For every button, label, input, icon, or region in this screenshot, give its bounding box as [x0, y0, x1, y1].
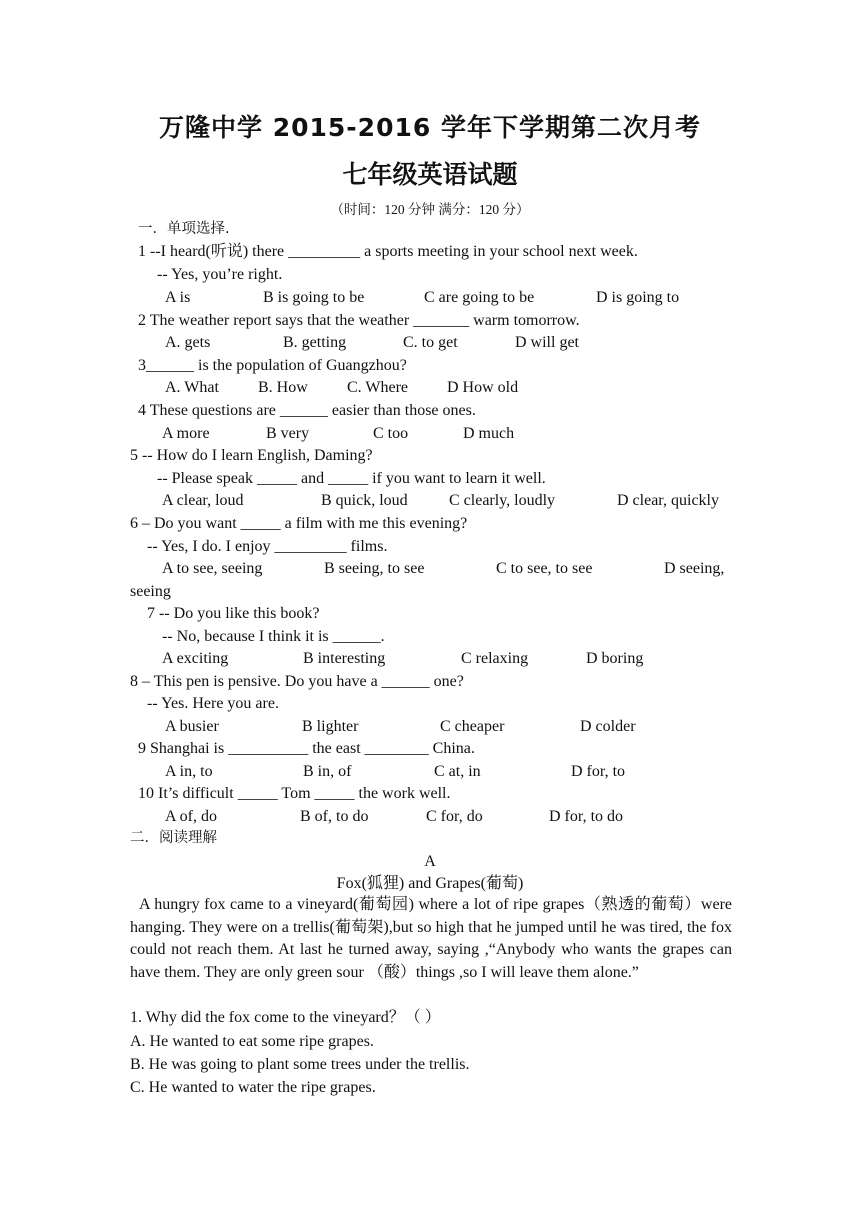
- q4-option-a: A more: [162, 425, 210, 442]
- q5-option-c: C clearly, loudly: [449, 492, 556, 509]
- q9-option-c: C at, in: [434, 763, 481, 780]
- q10-option-a: A of, do: [165, 808, 217, 825]
- q3-stem: 3______ is the population of Guangzhou?: [138, 357, 407, 374]
- q8-option-c: C cheaper: [440, 718, 505, 735]
- q1-option-a: A is: [165, 289, 191, 306]
- q5-reply: -- Please speak _____ and _____ if you want to learn it well.: [157, 470, 546, 487]
- q8-reply: -- Yes. Here you are.: [147, 695, 279, 712]
- q5-option-a: A clear, loud: [162, 492, 244, 509]
- exam-time-info: （时间：120 分钟 满分：120 分）: [330, 202, 530, 217]
- reading-q1-option-b: B. He was going to plant some trees under the trellis.: [130, 1056, 470, 1073]
- q9-option-d: D for, to: [571, 763, 626, 780]
- q4-stem: 4 These questions are ______ easier than those ones.: [138, 402, 476, 419]
- reading-q1-option-c: C. He wanted to water the ripe grapes.: [130, 1079, 376, 1096]
- q7-stem: 7 -- Do you like this book?: [147, 605, 320, 622]
- q6-option-d: D seeing,: [664, 560, 725, 577]
- q7-option-c: C relaxing: [461, 650, 529, 667]
- section2-heading: 二．阅读理解: [130, 830, 217, 846]
- q6-reply: -- Yes, I do. I enjoy _________ films.: [147, 538, 388, 555]
- q1-option-d: D is going to: [596, 289, 680, 306]
- q2-stem: 2 The weather report says that the weather _______ warm tomorrow.: [138, 312, 580, 329]
- q3-option-a: A. What: [165, 379, 219, 396]
- passage-text: A hungry fox came to a vineyard(葡萄园) where a lot of ripe grapes（熟透的葡萄）were hanging. They were on a trellis(葡萄架),but so high that he jumped until he was tired, the fox could not reach them. At last he turned away, saying ,“Anybody who wants the grapes can have them. They are only green sour （酸）things ,so I will leave them alone.”: [130, 896, 732, 982]
- q4-option-c: C too: [373, 425, 409, 442]
- passage-title: Fox(狐狸) and Grapes(葡萄): [336, 875, 524, 892]
- q1-reply: -- Yes, you’re right.: [157, 266, 283, 283]
- q7-option-b: B interesting: [303, 650, 386, 667]
- section1-heading: 一．单项选择.: [138, 221, 230, 237]
- q10-option-d: D for, to do: [549, 808, 624, 825]
- q6-stem: 6 – Do you want _____ a film with me this evening?: [130, 515, 468, 532]
- q10-option-b: B of, to do: [300, 808, 369, 825]
- q3-option-b: B. How: [258, 379, 308, 396]
- reading-q1-stem: 1. Why did the fox come to the vineyard？（ ）: [130, 1009, 441, 1026]
- q5-stem: 5 -- How do I learn English, Daming?: [130, 447, 373, 464]
- q1-option-b: B is going to be: [263, 289, 365, 306]
- q8-option-a: A busier: [165, 718, 219, 735]
- reading-q1-option-a: A. He wanted to eat some ripe grapes.: [130, 1033, 374, 1050]
- q5-option-d: D clear, quickly: [617, 492, 719, 509]
- exam-title: 万隆中学 2015-2016 学年下学期第二次月考: [159, 113, 701, 142]
- q10-stem: 10 It’s difficult _____ Tom _____ the work well.: [138, 785, 451, 802]
- q7-option-a: A exciting: [162, 650, 229, 667]
- q7-reply: -- No, because I think it is ______.: [162, 628, 385, 645]
- q2-option-d: D will get: [515, 334, 579, 351]
- q6-option-b: B seeing, to see: [324, 560, 425, 577]
- q1-stem: 1 --I heard(听说) there _________ a sports meeting in your school next week.: [138, 243, 638, 260]
- q8-option-b: B lighter: [302, 718, 359, 735]
- q7-option-d: D boring: [586, 650, 644, 667]
- q6-option-a: A to see, seeing: [162, 560, 263, 577]
- q8-stem: 8 – This pen is pensive. Do you have a ______ one?: [130, 673, 464, 690]
- q1-option-c: C are going to be: [424, 289, 535, 306]
- q3-option-c: C. Where: [347, 379, 409, 396]
- q4-option-d: D much: [463, 425, 515, 442]
- q2-option-c: C. to get: [403, 334, 458, 351]
- q9-option-a: A in, to: [165, 763, 213, 780]
- q9-stem: 9 Shanghai is __________ the east ________ China.: [138, 740, 475, 757]
- q10-option-c: C for, do: [426, 808, 483, 825]
- exam-subtitle: 七年级英语试题: [342, 160, 518, 189]
- q6-option-c: C to see, to see: [496, 560, 593, 577]
- q3-option-d: D How old: [447, 379, 519, 396]
- q2-option-b: B. getting: [283, 334, 347, 351]
- q9-option-b: B in, of: [303, 763, 352, 780]
- q8-option-d: D colder: [580, 718, 636, 735]
- passage-label: A: [424, 853, 436, 870]
- q5-option-b: B quick, loud: [321, 492, 408, 509]
- q6-option-d-wrap: seeing: [130, 583, 171, 600]
- q2-option-a: A. gets: [165, 334, 211, 351]
- q4-option-b: B very: [266, 425, 310, 442]
